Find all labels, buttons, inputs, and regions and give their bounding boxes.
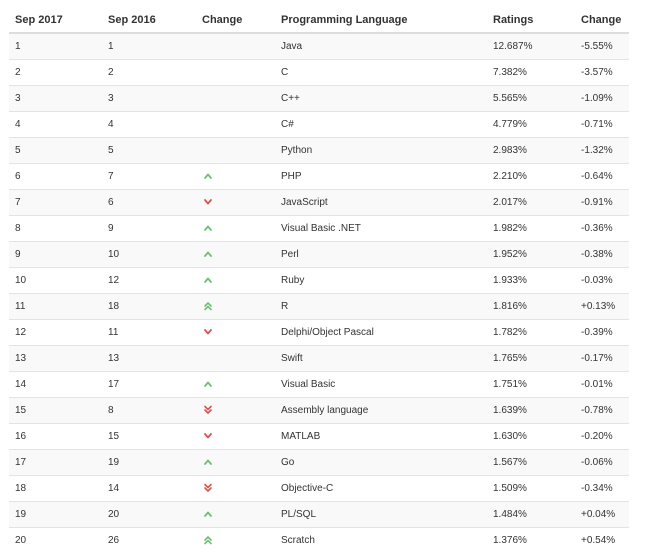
- cell-previous-rank: 3: [102, 86, 196, 112]
- cell-rating-change: -1.32%: [575, 138, 629, 164]
- arrow-down-icon: [203, 197, 213, 207]
- cell-previous-rank: 17: [102, 372, 196, 398]
- header-previous-rank: Sep 2016: [102, 8, 196, 33]
- cell-previous-rank: 12: [102, 268, 196, 294]
- cell-programming-language: C++: [275, 86, 487, 112]
- cell-current-rank: 4: [9, 112, 102, 138]
- cell-rating: 1.639%: [487, 398, 575, 424]
- cell-current-rank: 18: [9, 476, 102, 502]
- cell-rank-change: [196, 164, 275, 190]
- cell-current-rank: 7: [9, 190, 102, 216]
- table-row: [9, 86, 629, 112]
- cell-previous-rank: 14: [102, 476, 196, 502]
- cell-previous-rank: 4: [102, 112, 196, 138]
- table-row: [9, 112, 629, 138]
- cell-rating-change: -5.55%: [575, 33, 629, 60]
- cell-rating-change: -0.78%: [575, 398, 629, 424]
- header-rank-change: Change: [196, 8, 275, 33]
- cell-rating-change: -0.01%: [575, 372, 629, 398]
- cell-current-rank: 1: [9, 33, 102, 60]
- cell-previous-rank: 1: [102, 33, 196, 60]
- table-row: [9, 60, 629, 86]
- cell-rating: 1.765%: [487, 346, 575, 372]
- cell-programming-language: MATLAB: [275, 424, 487, 450]
- cell-rating-change: -3.57%: [575, 60, 629, 86]
- arrow-down-icon: [203, 327, 213, 337]
- cell-rating: 1.933%: [487, 268, 575, 294]
- cell-rank-change: [196, 138, 275, 164]
- cell-programming-language: Ruby: [275, 268, 487, 294]
- cell-current-rank: 5: [9, 138, 102, 164]
- cell-current-rank: 17: [9, 450, 102, 476]
- header-ratings: Ratings: [487, 8, 575, 33]
- cell-programming-language: Assembly language: [275, 398, 487, 424]
- cell-previous-rank: 15: [102, 424, 196, 450]
- cell-rank-change: [196, 242, 275, 268]
- cell-programming-language: Delphi/Object Pascal: [275, 320, 487, 346]
- cell-rank-change: [196, 190, 275, 216]
- cell-rating: 2.017%: [487, 190, 575, 216]
- cell-rating-change: -0.20%: [575, 424, 629, 450]
- table-row: [9, 346, 629, 372]
- cell-rating-change: -0.71%: [575, 112, 629, 138]
- table-row: [9, 242, 629, 268]
- cell-previous-rank: 11: [102, 320, 196, 346]
- cell-current-rank: 9: [9, 242, 102, 268]
- cell-programming-language: R: [275, 294, 487, 320]
- cell-rating: 2.983%: [487, 138, 575, 164]
- cell-rating-change: -1.09%: [575, 86, 629, 112]
- double-arrow-up-icon: [203, 301, 213, 311]
- cell-rank-change: [196, 372, 275, 398]
- cell-programming-language: C: [275, 60, 487, 86]
- table-header-row: [9, 8, 629, 33]
- cell-previous-rank: 26: [102, 528, 196, 554]
- table-row: [9, 424, 629, 450]
- arrow-down-icon: [203, 431, 213, 441]
- cell-rating: 1.816%: [487, 294, 575, 320]
- cell-rating: 1.782%: [487, 320, 575, 346]
- cell-current-rank: 2: [9, 60, 102, 86]
- cell-programming-language: Swift: [275, 346, 487, 372]
- table-row: [9, 372, 629, 398]
- cell-previous-rank: 7: [102, 164, 196, 190]
- arrow-up-icon: [203, 275, 213, 285]
- cell-previous-rank: 6: [102, 190, 196, 216]
- cell-rating: 1.484%: [487, 502, 575, 528]
- cell-rating-change: +0.13%: [575, 294, 629, 320]
- arrow-up-icon: [203, 223, 213, 233]
- cell-previous-rank: 13: [102, 346, 196, 372]
- cell-rating-change: -0.64%: [575, 164, 629, 190]
- cell-rating-change: -0.36%: [575, 216, 629, 242]
- cell-programming-language: Python: [275, 138, 487, 164]
- cell-programming-language: PL/SQL: [275, 502, 487, 528]
- cell-programming-language: Scratch: [275, 528, 487, 554]
- cell-rank-change: [196, 424, 275, 450]
- cell-rank-change: [196, 320, 275, 346]
- cell-rating-change: -0.03%: [575, 268, 629, 294]
- cell-rating-change: -0.91%: [575, 190, 629, 216]
- arrow-up-icon: [203, 249, 213, 259]
- cell-programming-language: Perl: [275, 242, 487, 268]
- cell-rating-change: -0.39%: [575, 320, 629, 346]
- cell-rating-change: -0.38%: [575, 242, 629, 268]
- cell-previous-rank: 5: [102, 138, 196, 164]
- table-row: [9, 138, 629, 164]
- cell-programming-language: Visual Basic .NET: [275, 216, 487, 242]
- cell-programming-language: PHP: [275, 164, 487, 190]
- cell-rating-change: -0.17%: [575, 346, 629, 372]
- cell-rating: 4.779%: [487, 112, 575, 138]
- cell-rank-change: [196, 60, 275, 86]
- table-row: [9, 190, 629, 216]
- cell-rank-change: [196, 268, 275, 294]
- cell-previous-rank: 9: [102, 216, 196, 242]
- table-row: [9, 320, 629, 346]
- cell-rank-change: [196, 33, 275, 60]
- cell-programming-language: Visual Basic: [275, 372, 487, 398]
- cell-previous-rank: 8: [102, 398, 196, 424]
- cell-previous-rank: 10: [102, 242, 196, 268]
- table-row: [9, 294, 629, 320]
- cell-rating: 1.630%: [487, 424, 575, 450]
- ranking-table: [9, 8, 629, 553]
- cell-current-rank: 14: [9, 372, 102, 398]
- cell-previous-rank: 18: [102, 294, 196, 320]
- cell-current-rank: 8: [9, 216, 102, 242]
- cell-current-rank: 20: [9, 528, 102, 554]
- cell-current-rank: 10: [9, 268, 102, 294]
- cell-rank-change: [196, 112, 275, 138]
- cell-rank-change: [196, 476, 275, 502]
- table-body: [9, 33, 629, 553]
- cell-programming-language: Java: [275, 33, 487, 60]
- double-arrow-down-icon: [203, 483, 213, 493]
- cell-rating-change: +0.54%: [575, 528, 629, 554]
- cell-rank-change: [196, 294, 275, 320]
- cell-rank-change: [196, 450, 275, 476]
- cell-previous-rank: 2: [102, 60, 196, 86]
- table-row: [9, 450, 629, 476]
- cell-rating-change: -0.34%: [575, 476, 629, 502]
- cell-previous-rank: 19: [102, 450, 196, 476]
- double-arrow-up-icon: [203, 535, 213, 545]
- header-rating-change: Change: [575, 8, 629, 33]
- cell-rating: 1.982%: [487, 216, 575, 242]
- double-arrow-down-icon: [203, 405, 213, 415]
- cell-current-rank: 12: [9, 320, 102, 346]
- cell-current-rank: 6: [9, 164, 102, 190]
- cell-rating-change: +0.04%: [575, 502, 629, 528]
- table-row: [9, 164, 629, 190]
- cell-programming-language: Objective-C: [275, 476, 487, 502]
- arrow-up-icon: [203, 171, 213, 181]
- arrow-up-icon: [203, 379, 213, 389]
- cell-rating: 1.751%: [487, 372, 575, 398]
- arrow-up-icon: [203, 509, 213, 519]
- cell-current-rank: 3: [9, 86, 102, 112]
- table-row: [9, 528, 629, 554]
- cell-rating: 2.210%: [487, 164, 575, 190]
- cell-rating-change: -0.06%: [575, 450, 629, 476]
- table-row: [9, 476, 629, 502]
- cell-current-rank: 19: [9, 502, 102, 528]
- header-programming-language: Programming Language: [275, 8, 487, 33]
- table-row: [9, 216, 629, 242]
- cell-rating: 1.567%: [487, 450, 575, 476]
- cell-programming-language: Go: [275, 450, 487, 476]
- cell-rank-change: [196, 216, 275, 242]
- cell-programming-language: JavaScript: [275, 190, 487, 216]
- cell-current-rank: 15: [9, 398, 102, 424]
- cell-rank-change: [196, 528, 275, 554]
- table-row: [9, 33, 629, 60]
- cell-current-rank: 11: [9, 294, 102, 320]
- table-row: [9, 502, 629, 528]
- cell-current-rank: 16: [9, 424, 102, 450]
- cell-rank-change: [196, 346, 275, 372]
- cell-rating: 1.376%: [487, 528, 575, 554]
- cell-rating: 1.509%: [487, 476, 575, 502]
- table-row: [9, 398, 629, 424]
- cell-rank-change: [196, 502, 275, 528]
- cell-current-rank: 13: [9, 346, 102, 372]
- table-row: [9, 268, 629, 294]
- cell-rating: 5.565%: [487, 86, 575, 112]
- cell-rating: 1.952%: [487, 242, 575, 268]
- cell-rating: 7.382%: [487, 60, 575, 86]
- cell-rating: 12.687%: [487, 33, 575, 60]
- header-current-rank: Sep 2017: [9, 8, 102, 33]
- cell-previous-rank: 20: [102, 502, 196, 528]
- arrow-up-icon: [203, 457, 213, 467]
- cell-rank-change: [196, 86, 275, 112]
- cell-programming-language: C#: [275, 112, 487, 138]
- cell-rank-change: [196, 398, 275, 424]
